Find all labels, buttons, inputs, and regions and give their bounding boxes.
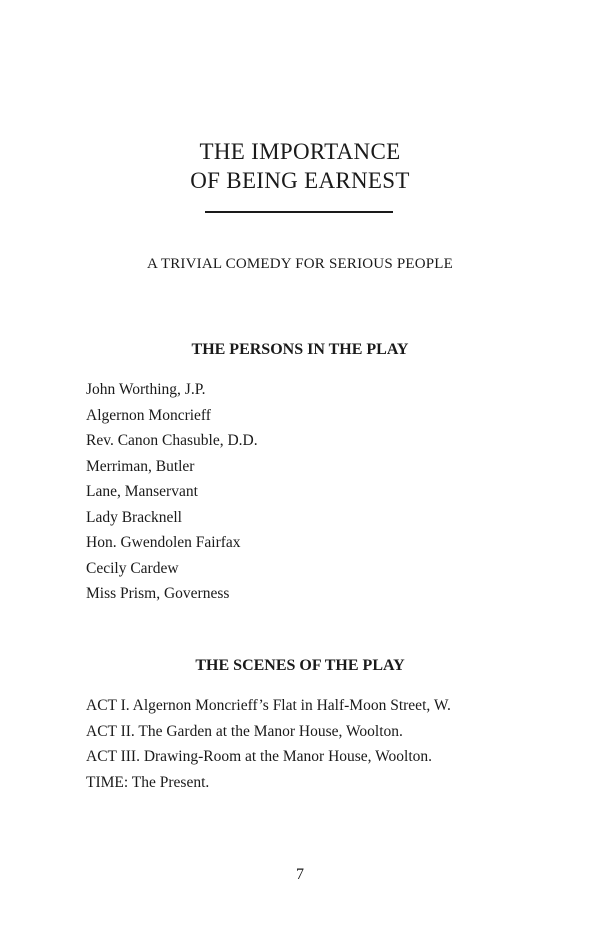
title-line: OF BEING EARNEST: [190, 168, 410, 193]
person-item: Merriman, Butler: [86, 457, 195, 475]
person-item: Miss Prism, Governess: [86, 585, 230, 602]
person-item: Hon. Gwendolen Fairfax: [86, 534, 241, 551]
person-item: Algernon Moncrieff: [86, 406, 211, 424]
person-item: Rev. Canon Chasuble, D.D.: [86, 432, 258, 449]
person-item: John Worthing, J.P.: [86, 381, 206, 398]
person-item: Cecily Cardew: [86, 559, 179, 577]
persons-list: [86, 377, 258, 607]
scene-item: ACT I. Algernon Moncrieff’s Flat in Half-Moon Street, W.: [86, 697, 451, 714]
title-line: THE IMPORTANCE: [199, 139, 401, 164]
scenes-list: [86, 693, 451, 795]
scene-item: TIME: The Present.: [86, 773, 210, 791]
scene-item: ACT III. Drawing-Room at the Manor House, Woolton.: [86, 748, 433, 765]
person-item: Lane, Manservant: [86, 483, 198, 500]
scene-item: ACT II. The Garden at the Manor House, Woolton.: [86, 722, 403, 740]
person-item: Lady Bracknell: [86, 508, 182, 526]
persons-heading: THE PERSONS IN THE PLAY: [191, 341, 409, 358]
title-divider: [205, 211, 393, 213]
play-title: [0, 137, 600, 195]
play-subtitle: A TRIVIAL COMEDY FOR SERIOUS PEOPLE: [146, 256, 454, 272]
scenes-heading: THE SCENES OF THE PLAY: [195, 657, 405, 674]
page-number: 7: [296, 866, 304, 883]
